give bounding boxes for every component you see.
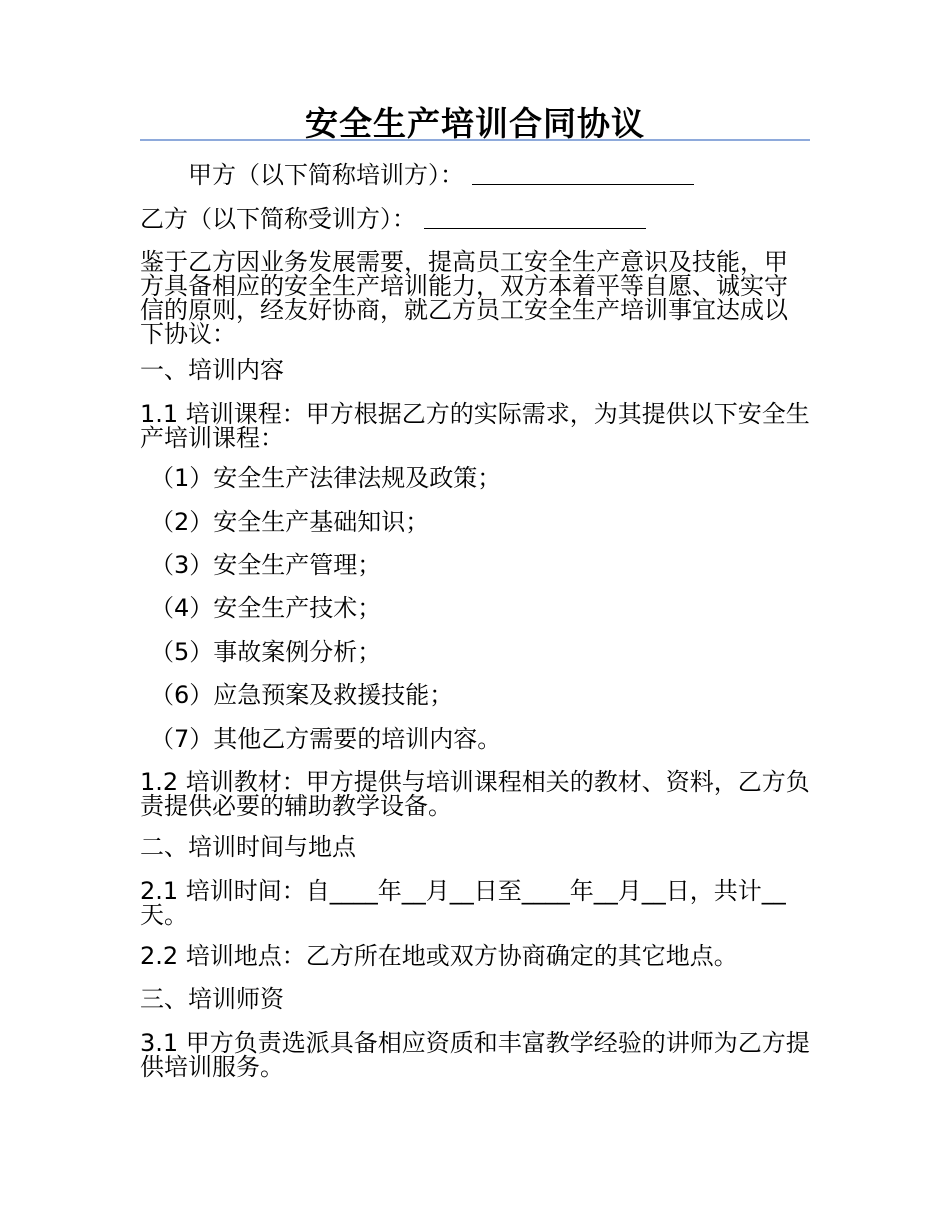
document-title: 安全生产培训合同协议 [305, 104, 645, 143]
party-a-line [188, 162, 858, 187]
course-item: （3）安全生产管理； [150, 551, 382, 579]
party-b-blank [424, 206, 646, 229]
clause-1-2: 1.2 培训教材：甲方提供与培训课程相关的教材、资料，乙方负责提供必要的辅助教学设备。 [140, 768, 810, 820]
section-2-heading: 二、培训时间与地点 [140, 833, 356, 861]
course-item: （2）安全生产基础知识； [150, 508, 430, 536]
course-item: （6）应急预案及救援技能； [150, 681, 454, 709]
clause-2-2: 2.2 培训地点：乙方所在地或双方协商确定的其它地点。 [140, 942, 738, 970]
party-b-label: 乙方（以下简称受训方）： [140, 205, 416, 233]
clause-1-1: 1.1 培训课程：甲方根据乙方的实际需求，为其提供以下安全生产培训课程： [140, 400, 810, 452]
course-item: （4）安全生产技术； [150, 594, 382, 622]
course-item: （5）事故案例分析； [150, 638, 382, 666]
preamble-paragraph: 鉴于乙方因业务发展需要，提高员工安全生产意识及技能，甲方具备相应的安全生产培训能力，双方本着平等自愿、诚实守信的原则，经友好协商，就乙方员工安全生产培训事宜达成以下协议： [140, 248, 788, 348]
party-a-blank [472, 162, 694, 185]
course-item: （7）其他乙方需要的培训内容。 [150, 725, 502, 753]
party-b-line [140, 206, 810, 231]
course-item: （1）安全生产法律法规及政策； [150, 464, 502, 492]
clause-3-1: 3.1 甲方负责选派具备相应资质和丰富教学经验的讲师为乙方提供培训服务。 [140, 1029, 810, 1081]
title-underline [140, 139, 810, 141]
section-1-heading: 一、培训内容 [140, 356, 284, 384]
clause-2-1: 2.1 培训时间：自____年__月__日至____年__月__日，共计__天。 [140, 877, 786, 929]
section-3-heading: 三、培训师资 [140, 985, 284, 1013]
party-a-label: 甲方（以下简称培训方）： [188, 161, 464, 189]
